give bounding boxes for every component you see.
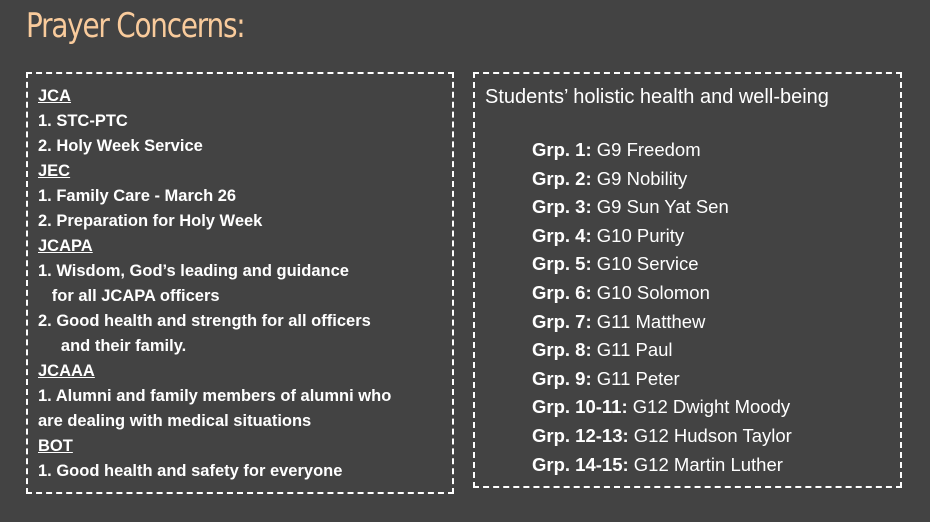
prayer-item: 1. Alumni and family members of alumni who bbox=[38, 387, 392, 405]
group-row bbox=[532, 165, 792, 194]
section-heading: JCAPA bbox=[38, 237, 93, 255]
group-row bbox=[532, 393, 792, 422]
group-label: Grp. 10-11: bbox=[532, 396, 628, 418]
group-name: G10 Service bbox=[596, 253, 699, 275]
group-row bbox=[532, 422, 792, 451]
slide-title: Prayer Concerns: bbox=[26, 6, 245, 46]
prayer-item: 2. Good health and strength for all officers bbox=[38, 312, 371, 330]
group-name: G11 Peter bbox=[596, 367, 680, 389]
group-row bbox=[532, 222, 792, 251]
group-name: G10 Purity bbox=[596, 224, 685, 246]
prayer-item: 2. Holy Week Service bbox=[38, 137, 203, 155]
group-name: G9 Sun Yat Sen bbox=[596, 196, 729, 218]
group-row bbox=[532, 308, 792, 337]
group-label: Grp. 5: bbox=[532, 253, 592, 275]
prayer-item: and their family. bbox=[38, 337, 187, 355]
prayer-item: are dealing with medical situations bbox=[38, 412, 312, 430]
prayer-item: 1. Wisdom, God’s leading and guidance bbox=[38, 262, 349, 280]
prayer-item: 1. Good health and safety for everyone bbox=[38, 462, 343, 480]
prayer-item: 2. Preparation for Holy Week bbox=[38, 212, 263, 230]
group-row bbox=[532, 451, 792, 480]
group-label: Grp. 12-13: bbox=[532, 424, 629, 446]
group-label: Grp. 3: bbox=[532, 196, 592, 218]
group-label: Grp. 1: bbox=[532, 139, 592, 160]
group-row bbox=[532, 193, 792, 222]
group-name: G10 Solomon bbox=[596, 281, 710, 303]
group-name: G9 Freedom bbox=[596, 139, 701, 160]
group-row bbox=[532, 279, 792, 308]
section-heading: BOT bbox=[38, 437, 73, 455]
group-list bbox=[532, 136, 792, 479]
section-heading: JCA bbox=[38, 87, 72, 105]
group-label: Grp. 2: bbox=[532, 167, 592, 189]
group-label: Grp. 14-15: bbox=[532, 453, 629, 475]
prayer-item: 1. STC-PTC bbox=[38, 112, 128, 130]
prayer-concerns-panel bbox=[26, 72, 454, 494]
group-name: G12 Hudson Taylor bbox=[633, 424, 792, 446]
group-name: G11 Matthew bbox=[596, 310, 706, 332]
group-label: Grp. 4: bbox=[532, 224, 592, 246]
group-row bbox=[532, 365, 792, 394]
group-name: G11 Paul bbox=[596, 339, 673, 361]
group-row bbox=[532, 336, 792, 365]
group-label: Grp. 9: bbox=[532, 367, 592, 389]
students-health-panel bbox=[473, 72, 902, 488]
group-label: Grp. 7: bbox=[532, 310, 592, 332]
group-name: G12 Dwight Moody bbox=[632, 396, 791, 418]
students-health-title: Students’ holistic health and well-being bbox=[485, 86, 829, 108]
group-label: Grp. 8: bbox=[532, 339, 592, 361]
group-row bbox=[532, 136, 792, 165]
prayer-item: for all JCAPA officers bbox=[38, 287, 220, 305]
prayer-item: 1. Family Care - March 26 bbox=[38, 187, 237, 205]
section-heading: JCAAA bbox=[38, 362, 95, 380]
section-heading: JEC bbox=[38, 162, 71, 180]
group-name: G9 Nobility bbox=[596, 167, 688, 189]
group-label: Grp. 6: bbox=[532, 281, 592, 303]
prayer-concerns-list bbox=[38, 84, 391, 484]
group-row bbox=[532, 250, 792, 279]
group-name: G12 Martin Luther bbox=[633, 453, 783, 475]
